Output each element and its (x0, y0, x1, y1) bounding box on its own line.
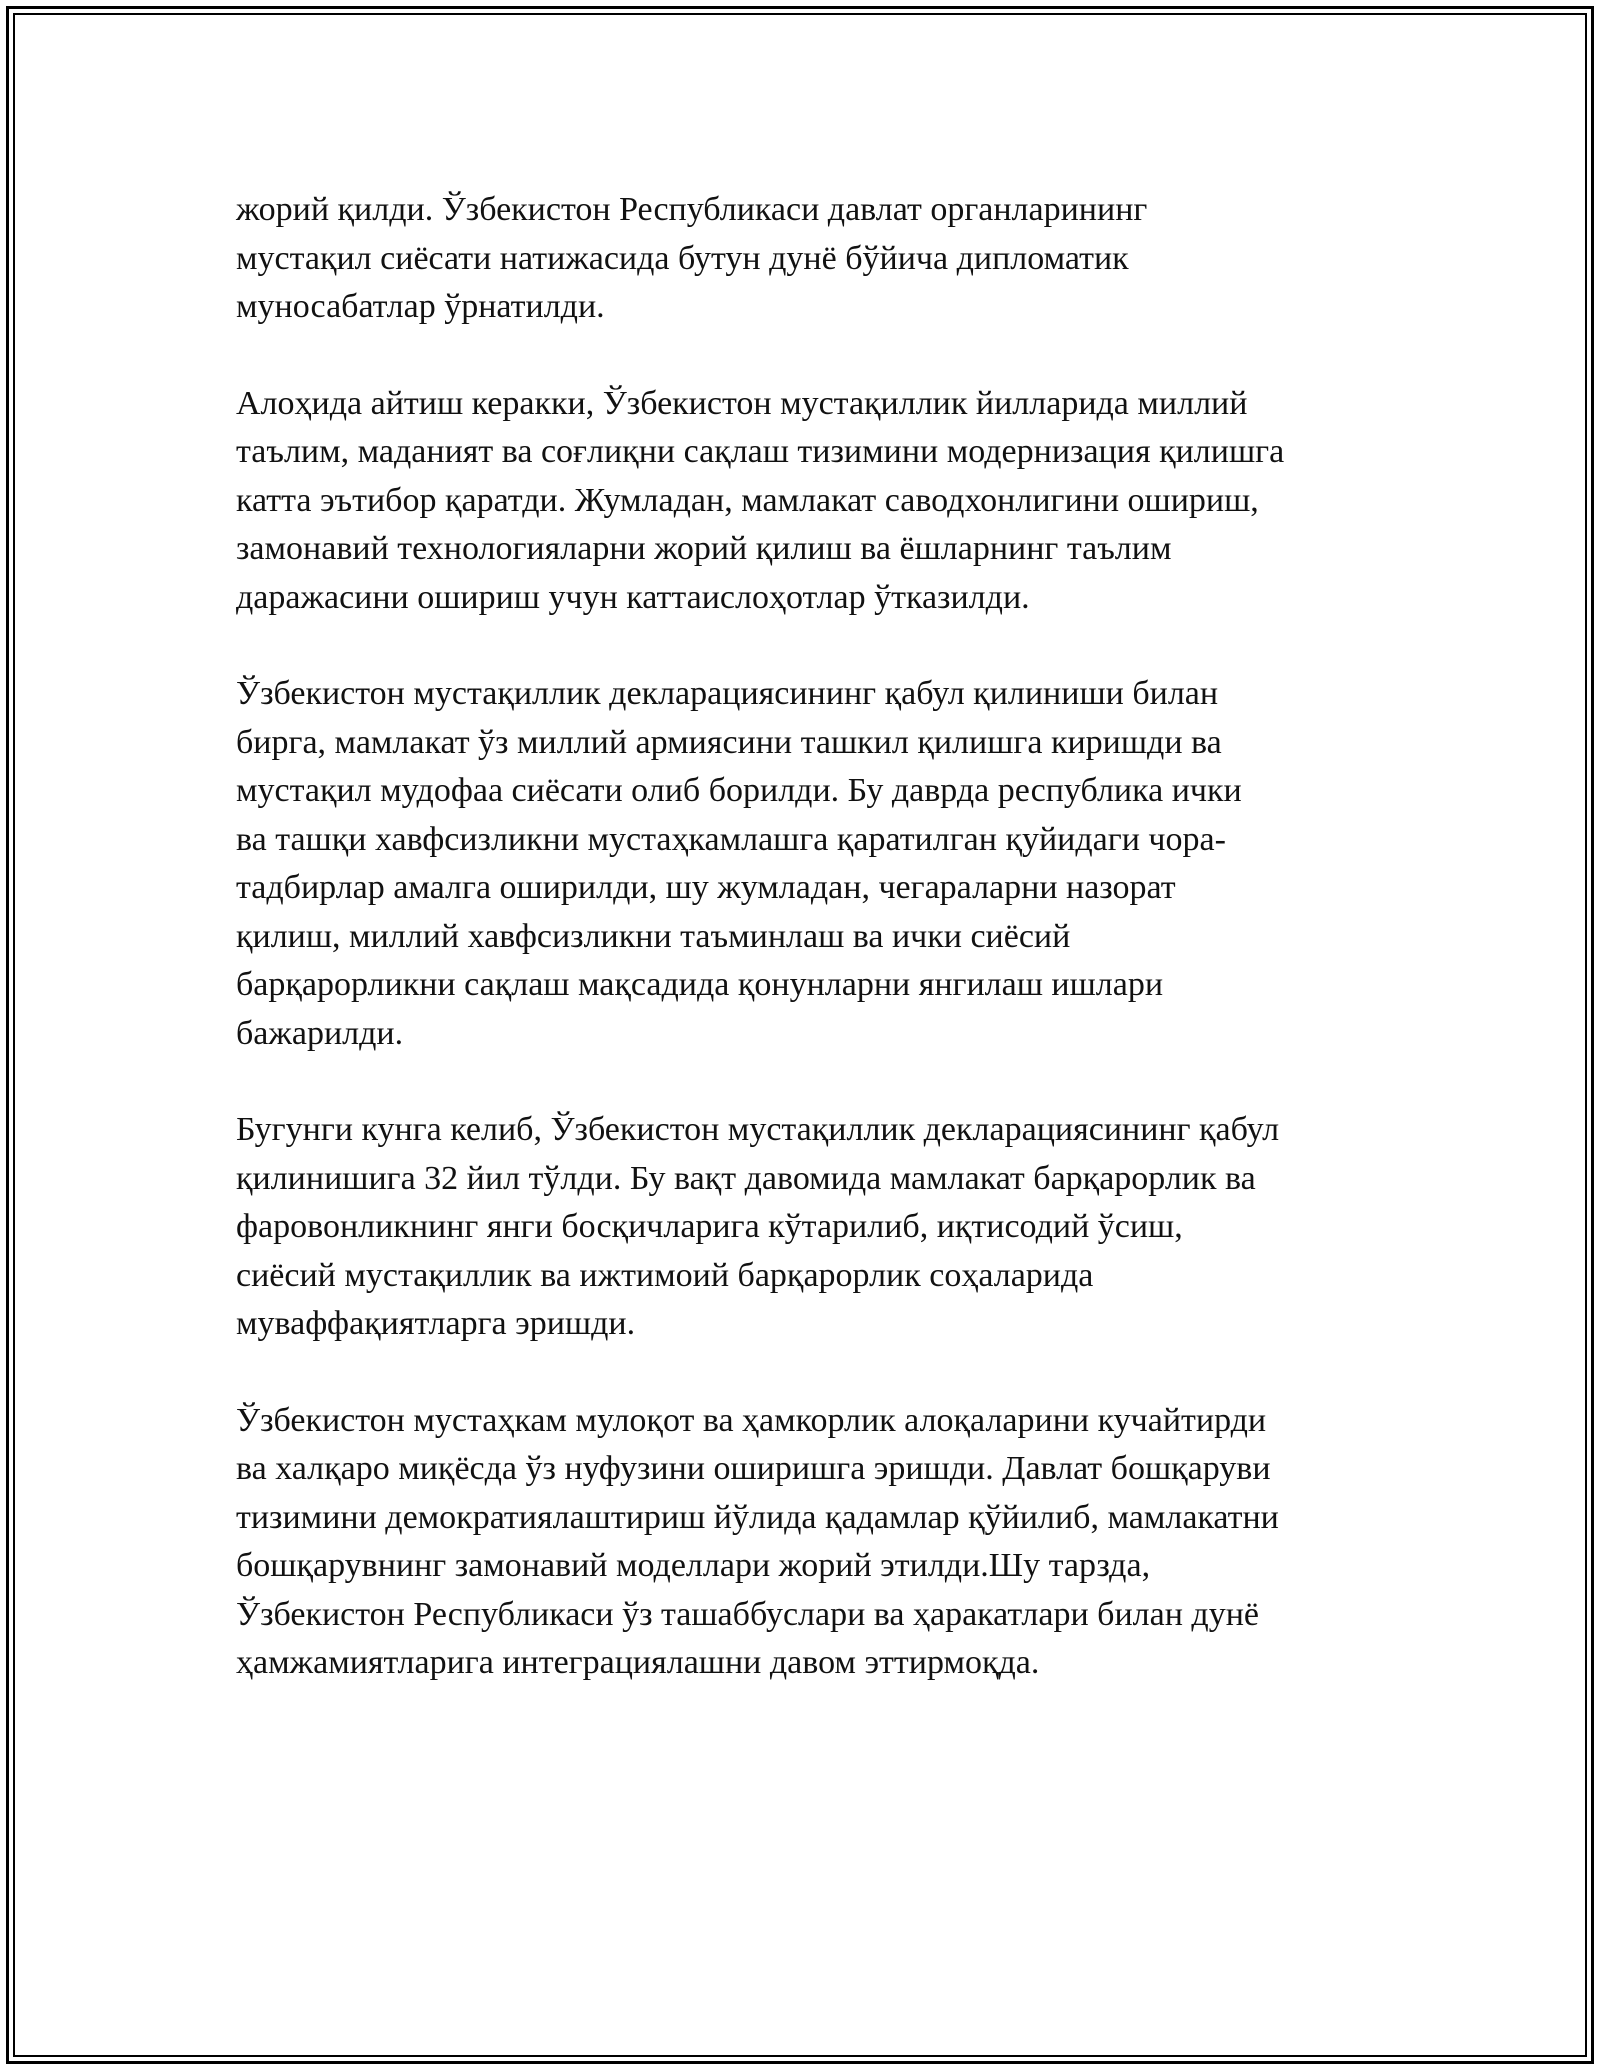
paragraph-4 (236, 1106, 1376, 1349)
text-line: Алоҳида айтиш керакки, Ўзбекистон мустақиллик йилларида миллий (236, 384, 1248, 422)
text-line: сиёсий мустақиллик ва ижтимоий барқарорлик соҳаларида (236, 1256, 1094, 1294)
paragraph-2 (236, 380, 1376, 623)
text-line: барқарорликни сақлаш мақсадида қонунларни янгилаш ишлари (236, 966, 1164, 1003)
text-line: таълим, маданият ва соғлиқни сақлаш тизимини модернизация қилишга (236, 433, 1285, 470)
text-line: мустақил мудофаа сиёсати олиб борилди. Бу даврда республика ички (236, 772, 1242, 809)
text-line: замонавий технологияларни жорий қилиш ва ёшларнинг таълим (236, 530, 1172, 567)
text-line: қилинишига 32 йил тўлди. Бу вақт давомида мамлакат барқарорлик ва (236, 1159, 1256, 1197)
paragraph-3 (236, 670, 1376, 1058)
text-line: бажарилди. (236, 1014, 404, 1052)
text-line: фаровонликнинг янги босқичларига кўтарилиб, иқтисодий ўсиш, (236, 1208, 1183, 1245)
text-line: тизимини демократиялаштириш йўлида қадамлар қўйилиб, мамлакатни (236, 1498, 1279, 1536)
text-line: муносабатлар ўрнатилди. (236, 288, 605, 325)
paragraph-5 (236, 1397, 1376, 1688)
text-line: Ўзбекистон мустақиллик декларациясининг қабул қилиниши билан (236, 675, 1219, 712)
text-line: Ўзбекистон Республикаси ўз ташаббуслари ва ҳаракатлари билан дунё (236, 1595, 1259, 1633)
text-line: бошқарувнинг замонавий моделлари жорий этилди.Шу тарзда, (236, 1547, 1151, 1584)
text-line: ва ташқи хавфсизликни мустаҳкамлашга қаратилган қуйидаги чора- (236, 820, 1226, 858)
text-line: ҳамжамиятларига интеграциялашни давом эттирмоқда. (236, 1644, 1040, 1681)
text-line: катта эътибор қаратди. Жумладан, мамлакат саводхонлигини ошириш, (236, 481, 1259, 519)
text-line: бирга, мамлакат ўз миллий армиясини ташкил қилишга киришди ва (236, 723, 1222, 761)
text-line: муваффақиятларга эришди. (236, 1305, 636, 1342)
text-line: ва халқаро миқёсда ўз нуфузини оширишга эришди. Давлат бошқаруви (236, 1450, 1271, 1487)
text-line: Бугунги кунга келиб, Ўзбекистон мустақиллик декларациясининг қабул (236, 1111, 1280, 1148)
paragraph-1 (236, 186, 1376, 332)
document-body (236, 186, 1376, 1736)
text-line: мустақил сиёсати натижасида бутун дунё бўйича дипломатик (236, 239, 1129, 277)
text-line: жорий қилди. Ўзбекистон Республикаси давлат органларининг (236, 191, 1148, 228)
text-line: қилиш, миллий хавфсизликни таъминлаш ва ички сиёсий (236, 917, 1071, 955)
text-line: тадбирлар амалга оширилди, шу жумладан, чегараларни назорат (236, 869, 1176, 906)
text-line: даражасини ошириш учун каттаислоҳотлар ўтказилди. (236, 578, 1030, 616)
text-line: Ўзбекистон мустаҳкам мулоқот ва ҳамкорлик алоқаларини кучайтирди (236, 1401, 1267, 1439)
